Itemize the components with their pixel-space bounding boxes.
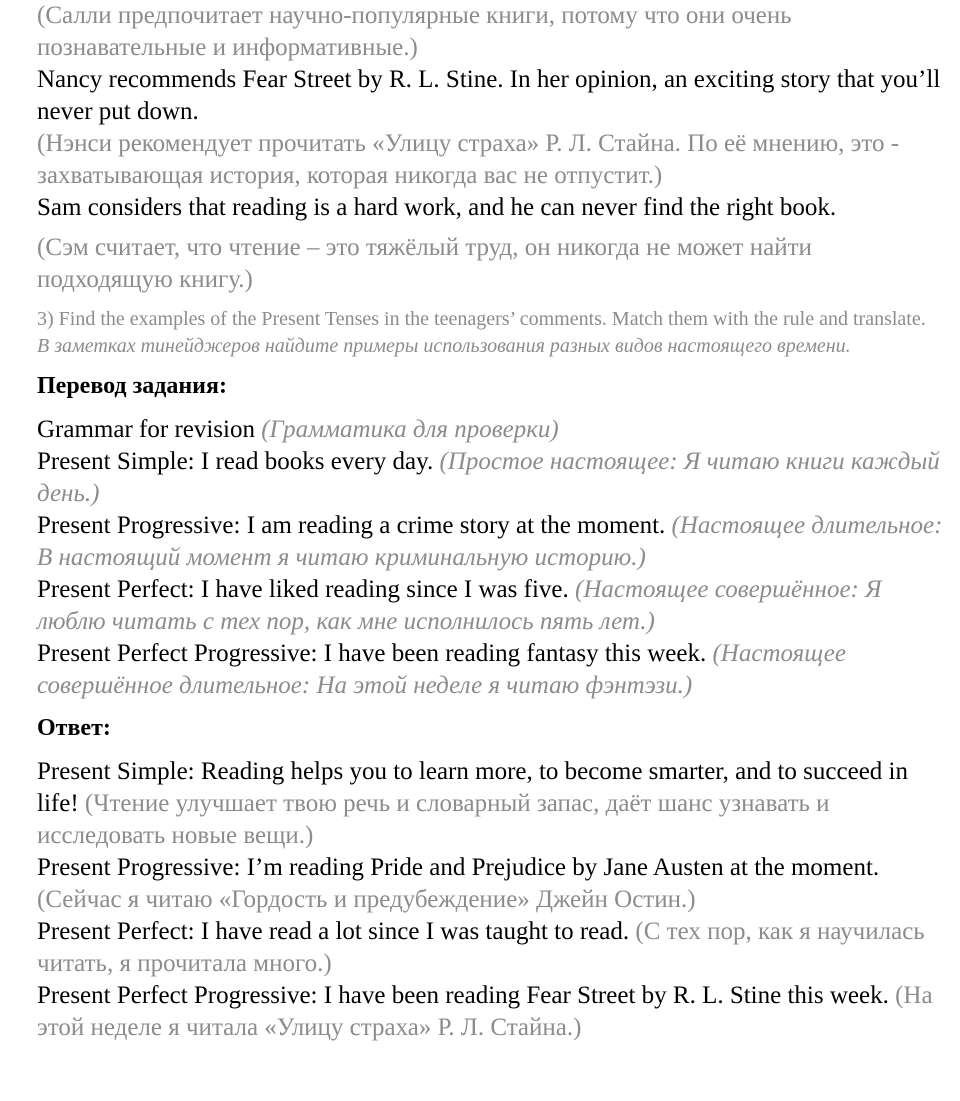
answer-item [37, 980, 943, 1044]
answer-item [37, 916, 943, 980]
sally-translation: (Салли предпочитает научно-популярные книги, потому что они очень познавательные и информативные.) [37, 2, 792, 61]
grammar-item-en: Present Perfect: I have liked reading since I was five. [37, 576, 569, 603]
answer-item [37, 756, 943, 852]
nancy-translation: (Нэнси рекомендует прочитать «Улицу страха» Р. Л. Стайна. По её мнению, это - захватывающая история, которая никогда вас не отпустит.) [37, 130, 900, 189]
document-page [37, 0, 943, 1044]
task-3 [37, 306, 943, 360]
sam-comment: Sam considers that reading is a hard work, and he can never find the right book. [37, 194, 837, 221]
grammar-item-ru: (Настоящее длительное: В настоящий момент я читаю криминальную историю.) [37, 512, 943, 571]
answer-item-ru: (С тех пор, как я научилась читать, я прочитала много.) [37, 918, 925, 977]
task-3-english: 3) Find the examples of the Present Tenses in the teenagers’ comments. Match them with the rule and translate. [37, 308, 926, 330]
sam-translation: (Сэм считает, что чтение – это тяжёлый труд, он никогда не может найти подходящую книгу.) [37, 234, 812, 293]
grammar-item [37, 638, 943, 702]
grammar-item-en: Present Perfect Progressive: I have been reading fantasy this week. [37, 640, 707, 667]
task-3-russian: В заметках тинейджеров найдите примеры использования разных видов настоящего времени. [37, 335, 851, 357]
grammar-item [37, 510, 943, 574]
answers-block [37, 756, 943, 1044]
answer-item-en: Present Simple: Reading helps you to learn more, to become smarter, and to succeed in life! [37, 758, 908, 817]
grammar-item-ru: (Простое настоящее: Я читаю книги каждый день.) [37, 448, 940, 507]
grammar-item-en: Present Simple: I read books every day. [37, 448, 434, 475]
answer-item-en: Present Perfect Progressive: I have been reading Fear Street by R. L. Stine this week. [37, 982, 889, 1009]
grammar-title-en: Grammar for revision [37, 416, 255, 443]
grammar-item [37, 574, 943, 638]
answer-item-ru: (На этой неделе я читала «Улицу страха» Р. Л. Стайна.) [37, 982, 933, 1041]
answer-item-en: Present Perfect: I have read a lot since I was taught to read. [37, 918, 630, 945]
grammar-item-ru: (Настоящее совершённое: Я люблю читать с тех пор, как мне исполнилось пять лет.) [37, 576, 882, 635]
grammar-item-en: Present Progressive: I am reading a crime story at the moment. [37, 512, 666, 539]
grammar-item [37, 446, 943, 510]
grammar-title-ru: (Грамматика для проверки) [261, 416, 559, 443]
grammar-block [37, 414, 943, 702]
answer-heading: Ответ: [37, 715, 111, 741]
nancy-comment: Nancy recommends Fear Street by R. L. Stine. In her opinion, an exciting story that you’ll never put down. [37, 66, 941, 125]
answer-item-en: Present Progressive: I’m reading Pride and Prejudice by Jane Austen at the moment. [37, 854, 880, 881]
grammar-item-ru: (Настоящее совершённое длительное: На этой неделе я читаю фэнтэзи.) [37, 640, 846, 699]
answer-item [37, 852, 943, 916]
answer-item-ru: (Чтение улучшает твою речь и словарный запас, даёт шанс узнавать и исследовать новые вещи.) [37, 790, 830, 849]
grammar-title [37, 414, 943, 446]
translation-heading: Перевод задания: [37, 373, 227, 399]
answer-item-ru: (Сейчас я читаю «Гордость и предубеждение» Джейн Остин.) [37, 886, 696, 913]
